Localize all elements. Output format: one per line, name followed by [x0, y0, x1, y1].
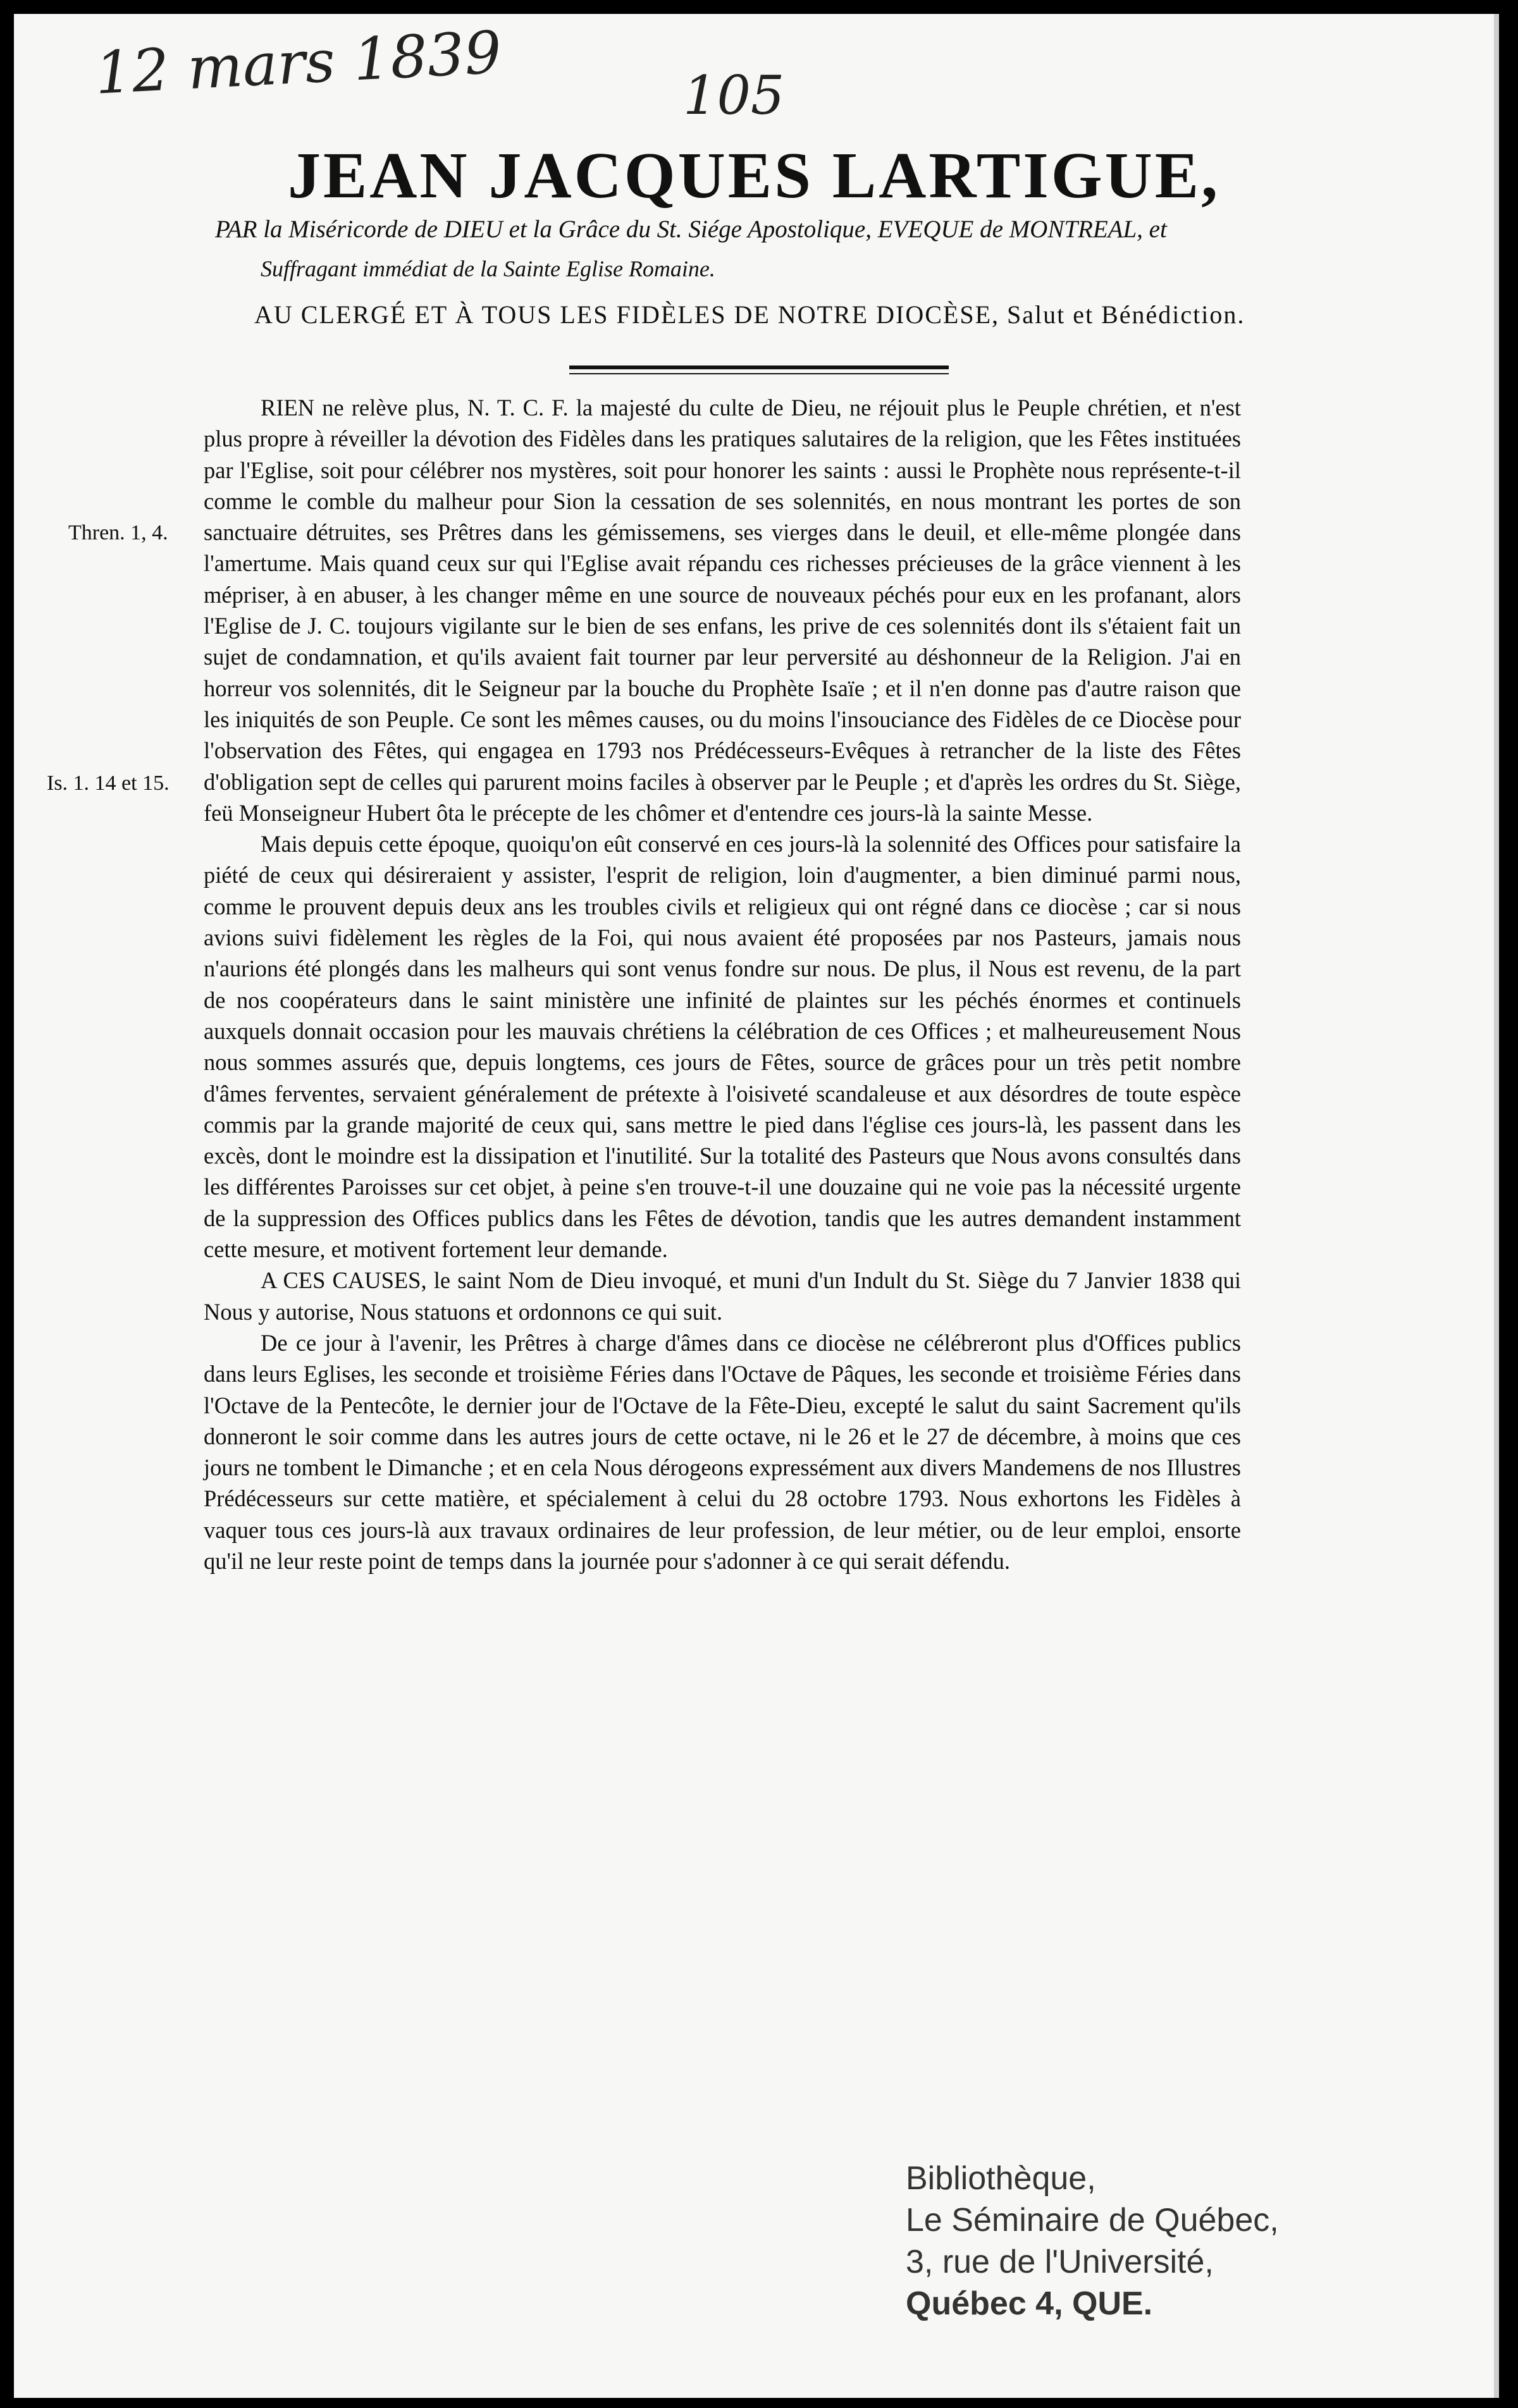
paragraph-2: Mais depuis cette époque, quoiqu'on eût conservé en ces jours-là la solennité des Offices pour satisfaire la piété de ceux qui désireraient y assister, l'esprit de religion, loin d'augmenter, a bien diminué parmi nous, comme le prouvent depuis deux ans les troubles civils et religieux qui ont régné dans ce diocèse ; car si nous avions suivi fidèlement les règles de la Foi, qui nous avaient été proposées par nos Pasteurs, jamais nous n'aurions été plongés dans les malheurs qui sont venus fondre sur nous. De plus, il Nous est revenu, de la part de nos coopérateurs dans le saint ministère une infinité de plaintes sur les péchés énormes et continuels auxquels donnait occasion pour les mauvais chrétiens la célébration de ces Offices ; et malheureusement Nous nous sommes assurés que, depuis longtems, ces jours de Fêtes, source de grâces pour un très petit nombre d'âmes ferventes, servaient généralement de prétexte à l'oisiveté scandaleuse et aux désordres de toute espèce commis par la grande majorité de ceux qui, sans mettre le pied dans l'église ces jours-là, les passent dans les excès, dont le moindre est la dissipation et l'inutilité. Sur la totalité des Pasteurs que Nous avons consultés dans les différentes Paroisses sur cet objet, à peine s'en trouve-t-il une douzaine qui ne voie pas la nécessité urgente de la suppression des Offices publics dans les Fêtes de dévotion, tandis que les autres demandent instamment cette mesure, et motivent fortement leur demande. [204, 831, 1241, 1263]
handwritten-number: 105 [683, 64, 785, 126]
stamp-line-4: Québec 4, QUE. [906, 2285, 1153, 2322]
divider-thin [569, 373, 949, 374]
salutation: AU CLERGÉ ET À TOUS LES FIDÈLES DE NOTRE DIOCÈSE, Salut et Bénédiction. [254, 300, 1245, 329]
title-subline-2: Suffragant immédiat de la Sainte Eglise Romaine. [261, 256, 715, 281]
margin-note-thren: Thren. 1, 4. [68, 521, 168, 544]
document-page [14, 14, 1499, 2398]
title-subline-1: PAR la Miséricorde de DIEU et la Grâce du St. Siége Apostolique, EVEQUE de MONTREAL, et [215, 216, 1167, 243]
margin-note-isaiah: Is. 1. 14 et 15. [47, 771, 170, 795]
document-title: JEAN JACQUES LARTIGUE, [287, 139, 1221, 212]
paragraph-4: De ce jour à l'avenir, les Prêtres à charge d'âmes dans ce diocèse ne célébreront plus d'Offices publics dans leurs Eglises, les seconde et troisième Féries dans l'Octave de Pâques, les seconde et troisième Féries dans l'Octave de la Pentecôte, le dernier jour de l'Octave de la Fête-Dieu, excepté le salut du saint Sacrement qu'ils donneront le soir comme dans les autres jours de cette octave, ni le 26 et le 27 de décembre, à moins que ces jours ne tombent le Dimanche ; et en cela Nous dérogeons expressément aux divers Mandemens de nos Illustres Prédécesseurs sur cette matière, et spécialement à celui du 28 octobre 1793. Nous exhortons les Fidèles à vaquer tous ces jours-là aux travaux ordinaires de leur profession, de leur métier, ou de leur emploi, ensorte qu'il ne leur reste point de temps dans la journée pour s'adonner à ce qui serait défendu. [204, 1329, 1241, 1574]
stamp-line-3: 3, rue de l'Université, [906, 2244, 1214, 2280]
stamp-line-1: Bibliothèque, [906, 2160, 1096, 2197]
library-stamp [906, 2158, 1279, 2325]
paragraph-3: A CES CAUSES, le saint Nom de Dieu invoqué, et muni d'un Indult du St. Siège du 7 Janvier 1838 qui Nous y autorise, Nous statuons et ordonnons ce qui suit. [204, 1267, 1241, 1325]
divider-thick [569, 366, 949, 369]
stamp-line-2: Le Séminaire de Québec, [906, 2202, 1279, 2239]
body-text [204, 392, 1241, 1576]
paragraph-1: RIEN ne relève plus, N. T. C. F. la majesté du culte de Dieu, ne réjouit plus le Peuple chrétien, et n'est plus propre à réveiller la dévotion des Fidèles dans les pratiques salutaires de la religion, que les Fêtes instituées par l'Eglise, soit pour célébrer nos mystères, soit pour honorer les saints : aussi le Prophète nous représente-t-il comme le comble du malheur pour Sion la cessation de ses solennités, en nous montrant les portes de son sanctuaire détruites, ses Prêtres dans les gémissemens, ses vierges dans le deuil, et elle-même plongée dans l'amertume. Mais quand ceux sur qui l'Eglise avait répandu ces richesses précieuses de la grâce viennent à les mépriser, à en abuser, à les changer même en une source de nouveaux péchés pour eux en les profanant, alors l'Eglise de J. C. toujours vigilante sur le bien de ses enfans, les prive de ces solennités dont ils s'étaient fait un sujet de condamnation, et qu'ils avaient fait tourner par leur perversité au déshonneur de la Religion. J'ai en horreur vos solennités, dit le Seigneur par la bouche du Prophète Isaïe ; et il n'en donne pas d'autre raison que les iniquités de son Peuple. Ce sont les mêmes causes, ou du moins l'insouciance des Fidèles de ce Diocèse pour l'observation des Fêtes, qui engagea en 1793 nos Prédécesseurs-Evêques à retrancher de la liste des Fêtes d'obligation sept de celles qui parurent moins faciles à observer par le Peuple ; et d'après les ordres du St. Siège, feü Monseigneur Hubert ôta le précepte de les chômer et d'entendre ces jours-là la sainte Messe. [204, 395, 1241, 826]
handwritten-date: 12 mars 1839 [93, 18, 503, 108]
